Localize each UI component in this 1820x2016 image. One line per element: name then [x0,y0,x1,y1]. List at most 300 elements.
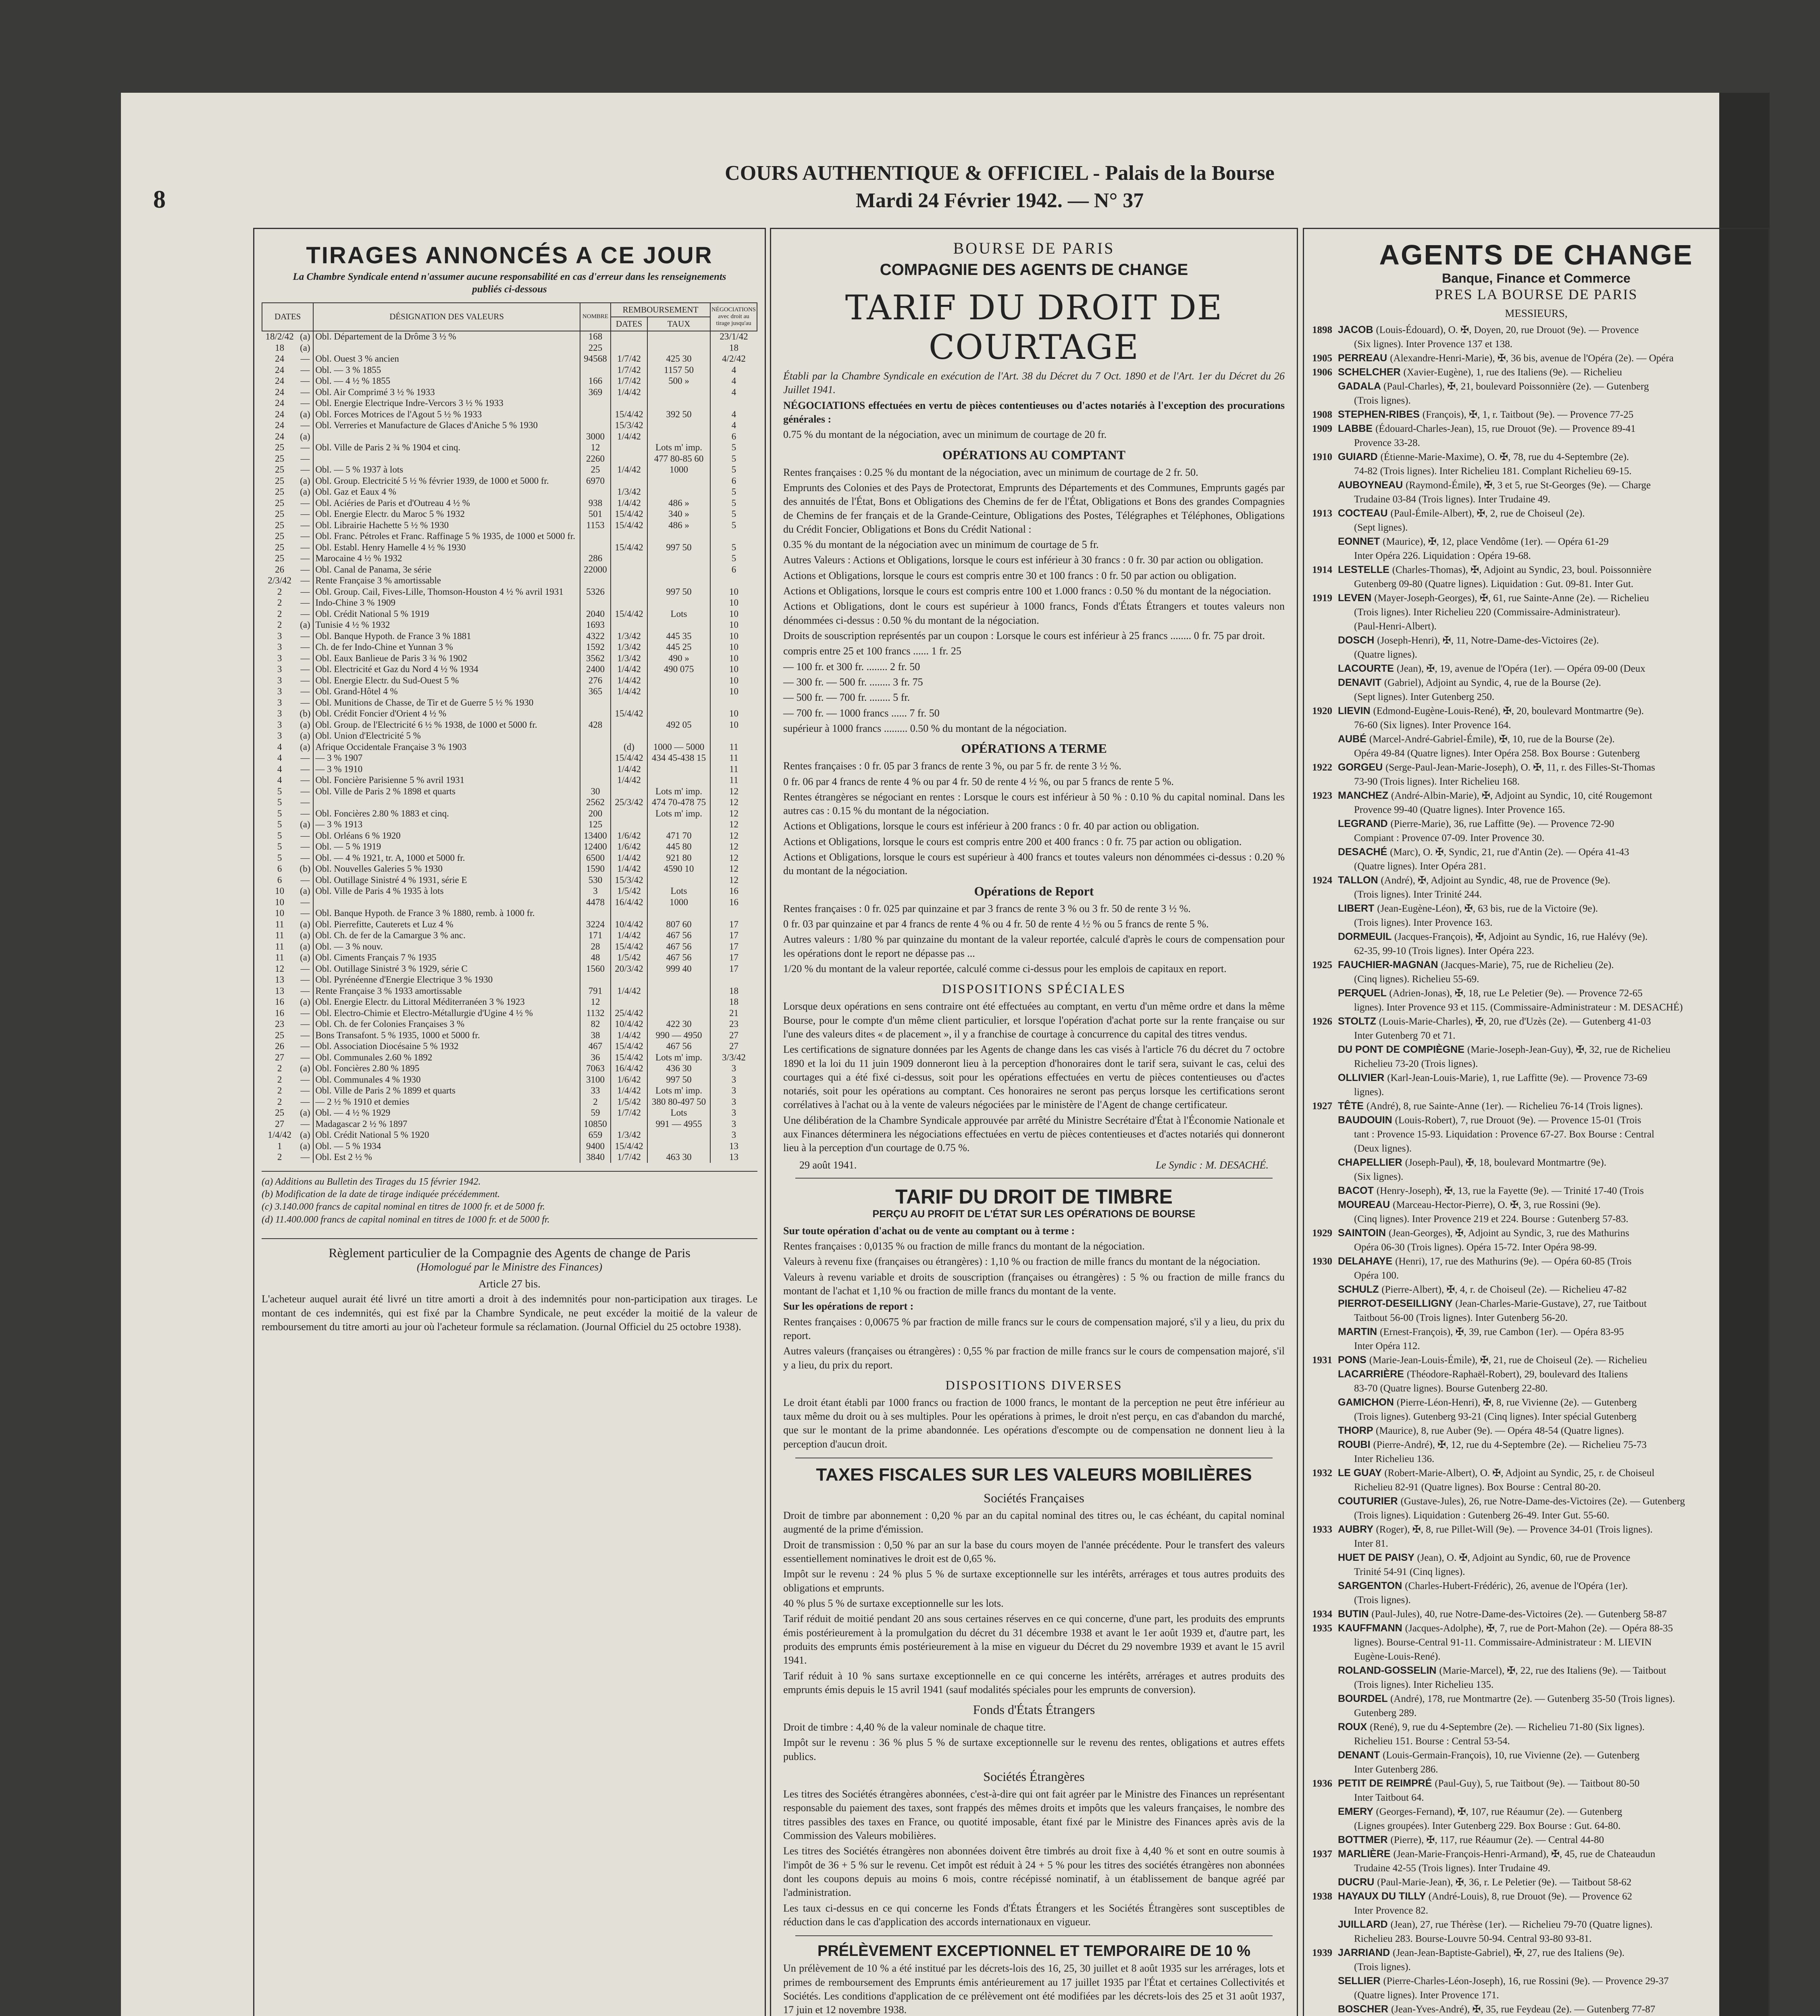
agent-details: (Karl-Jean-Louis-Marie), 1, rue Laffitte (9e). — Provence 73-69 [1387,1072,1647,1083]
table-row [262,498,757,509]
timbre2-list [783,1315,1285,1372]
page-number: 8 [153,186,166,213]
table-cell: (a) [300,1130,310,1140]
note-d: (d) 11.400.000 francs de capital nominal en titres de 1000 fr. et de 5000 fr. [262,1214,550,1225]
table-cell [611,697,647,708]
table-cell: 10 [710,708,757,720]
agent-entry [1312,1099,1760,1113]
table-cell [580,697,611,708]
table-cell [611,620,647,631]
fonds-title: Fonds d'États Étrangers [973,1702,1095,1717]
agent-entry [1312,1311,1760,1325]
table-cell: 24 [275,409,285,419]
table-cell [647,420,710,431]
table-cell: 17 [710,919,757,930]
table-row [262,331,757,343]
agent-details: Eugène-Louis-René). [1354,1651,1441,1662]
agent-entry [1312,1071,1760,1085]
table-cell: (b) [300,864,311,874]
table-cell: — [300,675,310,685]
agent-entry [1312,1889,1760,1904]
paragraph: Tarif réduit à 10 % sans surtaxe exceptionnelle en ce qui concerne les intérêts, arrérages et autres produits des emprunts émis depuis le 15 avril 1941 (sauf modalités spéciales pour les emprunts de conversion). [783,1670,1285,1695]
agent-details: lignes). Inter Provence 93 et 115. (Commissaire-Administrateur : M. DESACHÉ) [1354,1002,1683,1013]
agent-details: (Jean-Georges), ✠, Adjoint au Syndic, 3, rue des Mathurins [1388,1227,1629,1239]
agent-details: (Charles-Hubert-Frédéric), 26, avenue de l'Opéra (1er). [1405,1580,1628,1591]
table-cell [647,686,710,698]
table-cell: 26 [275,564,285,575]
agent-entry [1312,1127,1760,1141]
agent-details: Richelieu 73-20 (Trois lignes). [1354,1058,1478,1069]
table-row [262,420,757,431]
table-cell: — [300,420,310,431]
table-cell: 15/4/42 [611,509,647,520]
table-cell: 2 [277,1085,282,1096]
table-cell: — [300,376,310,386]
tarifs-column [770,228,1298,2016]
table-cell: (d) [611,741,647,753]
agent-entry [1312,1113,1760,1127]
table-cell: Marocaine 4 ½ % 1932 [313,553,580,564]
table-cell [611,531,647,542]
paragraph: Actions et Obligations, lorsque le cours est inférieur à 200 francs : 0 fr. 40 par action ou obligation. [783,820,1199,832]
agent-details: (Marc), O. ✠, Syndic, 21, rue d'Antin (2e). — Opéra 41-43 [1390,846,1629,858]
table-row [262,376,757,387]
table-cell [580,542,611,553]
agent-entry [1312,1424,1760,1438]
agent-entry [1312,1621,1760,1635]
agent-details: (Maurice), ✠, 12, place Vendôme (1er). — Opéra 61-29 [1383,536,1609,547]
agent-entry [1312,1819,1760,1833]
table-cell: Obl. Electricité et Gaz du Nord 4 ½ % 1934 [313,664,580,675]
table-cell: — [300,531,310,541]
agent-details: (Jean-Eugène-Léon), ✠, 63 bis, rue de la Victoire (9e). [1377,903,1598,914]
agent-entry [1312,1466,1760,1480]
agent-details: Richelieu 151. Bourse : Central 53-54. [1354,1735,1510,1747]
table-cell: Madagascar 2 ½ % 1897 [313,1118,580,1130]
reglement-text: L'acheteur auquel aurait été livré un titre amorti a droit à des indemnités pour non-participation aux tirages. Le montant de ces indemnités, qui est fixé par la Chambre Syndicale, ne peut excéder la moitié de la valeur de remboursement du titre amorti au jour où l'acheteur formule sa réclamation. (Journal Officiel du 25 octobre 1938). [262,1293,757,1333]
agent-name: AUBÉ [1338,733,1369,745]
table-row [262,1130,757,1141]
table-cell: Obl. Est 2 ½ % [313,1152,580,1163]
table-cell: 16 [275,997,285,1007]
table-cell [580,975,611,986]
table-cell: 25/4/42 [611,1008,647,1019]
table-row [262,786,757,797]
table-cell [611,975,647,986]
table-cell: — [300,697,310,708]
note-a: (a) Additions au Bulletin des Tirages du 15 février 1942. [262,1177,481,1187]
table-cell: — [300,852,310,863]
table-row [262,719,757,731]
table-cell: Obl. Aciéries de Paris et d'Outreau 4 ½ % [313,498,580,509]
agent-details: (Étienne-Marie-Maxime), O. ✠, 78, rue du 4-Septembre (2e). [1380,451,1629,462]
table-cell: 445 35 [647,631,710,642]
paragraph: Impôt sur le revenu : 24 % plus 5 % de surtaxe exceptionnelle sur les intérêts, arrérages et tous autres produits des obligations et emprunts. [783,1568,1285,1594]
table-row [262,1108,757,1119]
table-cell: Obl. Banque Hypoth. de France 3 % 1881 [313,631,580,642]
table-cell: 12 [580,997,611,1008]
agent-year: 1926 [1312,1016,1332,1027]
table-cell [647,731,710,742]
table-cell: 1/4/42 [611,498,647,509]
table-cell [313,797,580,808]
terme-title: OPÉRATIONS A TERME [961,741,1107,756]
table-cell [647,553,710,564]
table-cell [710,575,757,587]
paragraph: 0.35 % du montant de la négociation avec un minimum de courtage de 5 fr. [783,539,1099,551]
table-cell: 6970 [580,475,611,487]
agent-entry [1312,1635,1760,1649]
table-row [262,731,757,742]
table-cell: (a) [300,475,310,486]
table-cell: 16 [710,886,757,897]
table-cell: 25 [275,487,285,497]
comptant-title: OPÉRATIONS AU COMPTANT [942,447,1125,462]
agent-entry [1312,662,1760,676]
agent-entry [1312,549,1760,563]
agent-details: (Louis-Robert), 7, rue Drouot (9e). — Provence 15-01 (Trois [1395,1114,1641,1126]
agent-name: BOURDEL [1338,1693,1391,1704]
table-cell: 467 56 [647,941,710,952]
table-cell: 171 [580,930,611,941]
agent-details: Inter Opéra 226. Liquidation : Opéra 19-68. [1354,550,1531,561]
table-cell: 3 [277,708,282,719]
agent-name: CHAPELLIER [1338,1156,1405,1168]
agent-entry [1312,1283,1760,1297]
agent-details: (Jean-Marie-François-Henri-Armand), ✠, 45, rue de Chateaudun [1393,1848,1656,1860]
agent-name: BUTIN [1338,1608,1372,1620]
table-cell: 15/4/42 [611,409,647,420]
agent-year: 1931 [1312,1354,1332,1366]
table-cell: (a) [300,409,310,419]
table-cell: Obl. Electro-Chimie et Electro-Métallurgie d'Ugine 4 ½ % [313,1008,580,1019]
agent-entry [1312,1847,1760,1861]
table-cell: 10/4/42 [611,1019,647,1030]
agent-name: OLLIVIER [1338,1072,1387,1083]
table-cell: 991 — 4955 [647,1118,710,1130]
table-cell: 28 [580,941,611,952]
agent-name: STOLTZ [1338,1015,1379,1027]
table-cell: 422 30 [647,1019,710,1030]
table-cell: 1/7/42 [611,1108,647,1119]
table-cell: 12 [710,786,757,797]
table-cell: 25 [275,1108,285,1118]
table-cell: 12 [710,852,757,864]
col-designation: DÉSIGNATION DES VALEURS [313,303,580,331]
table-cell: 3224 [580,919,611,930]
agent-name: BAUDOUIN [1338,1114,1395,1126]
table-cell: 1/3/42 [611,653,647,664]
table-row [262,764,757,775]
agent-entry [1312,887,1760,902]
table-cell: 380 80-497 50 [647,1096,710,1108]
table-cell: 4 [710,376,757,387]
table-cell: 3 [580,886,611,897]
table-row [262,1141,757,1152]
table-cell: Obl. Ch. de fer de la Camargue 3 % anc. [313,930,580,941]
masthead-date: Mardi 24 Février 1942. — N° 37 [855,189,1144,212]
table-cell: Obl. Canal de Panama, 3e série [313,564,580,575]
agent-name: EONNET [1338,535,1383,547]
table-row [262,886,757,897]
table-cell [647,564,710,575]
agent-entry [1312,1410,1760,1424]
agent-name: DORMEUIL [1338,931,1394,942]
table-row [262,963,757,975]
table-cell: Obl. Banque Hypoth. de France 3 % 1880, remb. à 1000 fr. [313,908,580,919]
table-cell: Lots m' imp. [647,1052,710,1063]
agent-name: DU PONT DE COMPIÈGNE [1338,1043,1467,1055]
soc-etr-title: Sociétés Étrangères [983,1769,1085,1784]
agent-details: (Ernest-François), ✠, 39, rue Cambon (1er). — Opéra 83-95 [1380,1326,1624,1337]
table-row [262,442,757,454]
table-cell [580,364,611,376]
table-cell [710,731,757,742]
agent-name: SCHULZ [1338,1283,1382,1295]
table-cell: — [300,498,310,508]
table-cell: — [300,1008,310,1018]
table-cell: (a) [300,1108,310,1118]
table-cell: 490 » [647,653,710,664]
agent-entry [1312,365,1760,379]
table-cell: Tunisie 4 ½ % 1932 [313,620,580,631]
table-cell: 5 [277,830,282,841]
table-cell [647,620,710,631]
table-cell: 5 [710,442,757,454]
agent-entry [1312,958,1760,972]
agent-details: (Marcel-André-Gabriel-Émile), ✠, 10, rue de la Bourse (2e). [1369,733,1615,745]
table-cell: — [300,753,310,763]
table-cell: 10 [710,675,757,686]
table-cell: (a) [300,1063,310,1074]
table-cell: (a) [300,952,310,963]
agent-details: (Marceau-Hector-Pierre), O. ✠, 3, rue Rossini (9e). [1393,1199,1601,1210]
table-cell [611,398,647,409]
table-row [262,509,757,520]
agent-name: LIBERT [1338,902,1377,914]
table-cell: 2 [277,1074,282,1085]
agent-details: (Joseph-Paul), ✠, 18, boulevard Montmartre (9e). [1405,1157,1606,1168]
agent-entry [1312,1748,1760,1762]
agent-details: (André), 8, rue Sainte-Anne (1er). — Richelieu 76-14 (Trois lignes). [1366,1100,1643,1112]
table-cell: — [300,1118,310,1129]
table-cell: (a) [300,1141,310,1151]
table-cell: 1/5/42 [611,886,647,897]
agent-year: 1927 [1312,1100,1332,1112]
table-cell: 26 [275,1041,285,1052]
diverses-text: Le droit étant établi par 1000 francs ou fraction de 1000 francs, le montant de la perception ne peut être inférieur au taux même du droit ou à ses multiples. Pour les opérations à primes, le droit n'est perçu, en cas d'abandon du marché, que sur le montant de la prime abandonnée. Les opérations d'escompte ou de compensation ne donnent lieu à la perception d'aucun droit. [783,1396,1285,1450]
paragraph: Valeurs à revenu variable et droits de souscription (françaises ou étrangères) : 5 % ou fraction de mille francs du montant de l'achat et 1,10 % ou fraction de mille francs du montant de la vente. [783,1271,1285,1297]
agent-entry [1312,323,1760,337]
table-row [262,1063,757,1075]
table-cell [647,975,710,986]
table-cell: 2 [277,608,282,619]
table-cell [611,453,647,464]
table-cell: — [300,575,310,586]
paragraph: Rentes étrangères se négociant en rentes : Lorsque le cours est inférieur à 50 % : 0.10 % du capital nominal. Dans les autres cas : 0.15 % du montant de la négociation. [783,791,1285,817]
table-cell: Obl. Librairie Hachette 5 ½ % 1930 [313,520,580,531]
table-cell: 22000 [580,564,611,575]
agent-details: (Trois lignes). Gutenberg 93-21 (Cinq lignes). Inter spécial Gutenberg [1354,1411,1637,1422]
agent-entry [1312,1706,1760,1720]
table-row [262,841,757,853]
table-cell: Lots m' imp. [647,786,710,797]
reglement-subtitle: (Homologué par le Ministre des Finances) [416,1260,603,1273]
note-c: (c) 3.140.000 francs de capital nominal en titres de 1000 fr. et de 5000 fr. [262,1202,545,1212]
agent-details: (Théodore-Raphaël-Robert), 29, boulevard des Italiens [1406,1368,1628,1380]
table-row [262,354,757,365]
table-cell: 1 [277,1141,282,1151]
table-cell: 2040 [580,608,611,620]
agent-name: AUBOYNEAU [1338,479,1406,491]
table-cell: 10 [275,908,285,918]
table-cell: 15/4/42 [611,941,647,952]
table-row [262,664,757,675]
agent-entry [1312,732,1760,746]
agent-name: MANCHEZ [1338,789,1391,801]
agent-name: LE GUAY [1338,1467,1385,1479]
tirages-title: TIRAGES ANNONCÉS A CE JOUR [306,242,713,269]
agent-entry [1312,1029,1760,1043]
table-cell: 21 [710,1008,757,1019]
table-cell [611,475,647,487]
agent-name: PERREAU [1338,352,1390,364]
agent-entry [1312,408,1760,422]
table-cell: 94568 [580,354,611,365]
table-cell: 166 [580,376,611,387]
table-cell: — [300,520,310,530]
tirages-table [262,302,757,1163]
table-cell: 25 [275,464,285,475]
agent-details: (Trois lignes). Inter Provence 163. [1354,917,1493,928]
table-row [262,975,757,986]
reglement-article: Article 27 bis. [478,1277,541,1290]
table-cell [580,908,611,919]
table-cell: 10850 [580,1118,611,1130]
table-cell: — [300,686,310,697]
agent-details: (Jacques-Marie), 75, rue de Richelieu (2e). [1441,959,1614,971]
paragraph: — 300 fr. — 500 fr. ........ 3 fr. 75 [783,676,923,688]
table-cell: 1157 50 [647,364,710,376]
table-row [262,708,757,720]
agent-entry [1312,1720,1760,1734]
table-cell: 12 [710,808,757,819]
table-cell: 1/4/42 [611,764,647,775]
table-cell [580,531,611,542]
agent-entry [1312,1494,1760,1508]
agent-name: SELLIER [1338,1975,1383,1987]
table-cell: Obl. Eaux Banlieue de Paris 3 ¾ % 1902 [313,653,580,664]
timbre-title: TARIF DU DROIT DE TIMBRE [895,1185,1173,1208]
agent-year: 1920 [1312,705,1332,716]
table-cell [647,697,710,708]
col-dates: DATES [262,303,313,331]
table-cell: 6 [710,431,757,442]
paragraph: 1/20 % du montant de la valeur reportée, calculé comme ci-dessus pour les emplois de capitaux en report. [783,962,1227,975]
agent-name: GORGEU [1338,761,1386,773]
agent-name: JACOB [1338,324,1376,335]
agent-details: (Trois lignes). Inter Trinité 244. [1354,889,1482,900]
table-cell: 16 [710,897,757,908]
agent-entry [1312,859,1760,873]
agents-pres: PRES LA BOURSE DE PARIS [1435,286,1638,302]
table-cell: 1/4/42 [611,1030,647,1041]
agent-details: (Paul-Jules), 40, rue Notre-Dame-des-Victoires (2e). — Gutenberg 58-87 [1371,1608,1667,1620]
table-row [262,564,757,575]
table-cell: Obl. Foncière Parisienne 5 % avril 1931 [313,775,580,786]
table-cell: Obl. Département de la Drôme 3 ½ % [313,331,580,343]
paragraph: Autres valeurs (françaises ou étrangères) : 0,55 % par fraction de mille francs sur le cours de compensation majoré, s'il y a lieu, du prix du report. [783,1345,1285,1371]
agent-details: Compiant : Provence 07-09. Inter Provence 30. [1354,832,1545,843]
agent-details: (Jean-Yves-André), ✠, 35, rue Feydeau (2e). — Gutenberg 77-87 [1391,2004,1656,2015]
table-cell: 3 [710,1118,757,1130]
table-cell: — [300,808,310,818]
agent-entry [1312,944,1760,958]
table-cell: 12 [710,864,757,875]
col-remboursement: REMBOURSEMENT [611,303,710,317]
agent-details: (Marie-Marcel), ✠, 22, rue des Italiens (9e). — Taitbout [1439,1665,1666,1676]
table-cell: Obl. Group. de l'Electricité 6 ½ % 1938, de 1000 et 5000 fr. [313,719,580,731]
table-row [262,753,757,764]
agent-entry [1312,1904,1760,1918]
agent-entry [1312,1141,1760,1156]
agent-details: (Robert-Marie-Albert), O. ✠, Adjoint au Syndic, 25, r. de Choiseul [1384,1467,1655,1479]
table-row [262,642,757,653]
table-row [262,697,757,708]
table-cell: 20/3/42 [611,963,647,975]
table-cell: 15/4/42 [611,1041,647,1052]
agent-name: LESTELLE [1338,564,1392,575]
agents-title: AGENTS DE CHANGE [1379,239,1693,271]
table-cell [611,908,647,919]
table-cell: 168 [580,331,611,343]
table-cell: — [300,542,310,552]
taxes-title: TAXES FISCALES SUR LES VALEURS MOBILIÈRES [816,1465,1252,1485]
table-cell: Obl. Air Comprimé 3 ½ % 1933 [313,387,580,398]
table-cell: Rente Française 3 % amortissable [313,575,580,587]
agent-entry [1312,1508,1760,1522]
table-cell [611,731,647,742]
table-cell: — [300,464,310,475]
table-row [262,852,757,864]
table-cell: 25 [275,542,285,552]
diverses-title: DISPOSITIONS DIVERSES [945,1377,1123,1392]
table-row [262,387,757,398]
agent-name: LIEVIN [1338,705,1373,716]
table-cell [611,342,647,354]
paragraph: Tarif réduit de moitié pendant 20 ans sous certaines réserves en ce qui concerne, d'une part, les produits des emprunts émis postérieurement à la promulgation du décret du 31 décembre 1938 et avant le 1er août 1939 et, d'autre part, les produits des emprunts émis postérieurement à la mise en vigueur du Décret du 29 novembre 1939 et avant le 15 avril 1941. [783,1613,1285,1666]
paragraph: Actions et Obligations, lorsque le cours est compris entre 100 et 1.000 francs : 0.50 % du montant de la négociation. [783,585,1271,597]
table-cell: Obl. Ch. de fer Colonies Françaises 3 % [313,1019,580,1030]
table-cell [580,409,611,420]
table-cell: Obl. Crédit National 5 % 1920 [313,1130,580,1141]
agent-entry [1312,591,1760,605]
table-cell: 15/4/42 [611,1052,647,1063]
agent-details: (François), ✠, 1, r. Taitbout (9e). — Provence 77-25 [1422,409,1634,420]
agent-details: Trudaine 03-84 (Trois lignes). Inter Trudaine 49. [1354,494,1551,505]
agent-year: 1906 [1312,367,1332,378]
table-cell [611,331,647,343]
table-cell: 999 40 [647,963,710,975]
table-cell: 5 [710,498,757,509]
agent-entry [1312,351,1760,365]
agent-name: PERQUEL [1338,987,1389,999]
table-cell [647,764,710,775]
agent-entry [1312,1339,1760,1353]
agent-name: PONS [1338,1354,1369,1366]
table-cell: 997 50 [647,1074,710,1085]
table-cell: (a) [300,886,310,896]
